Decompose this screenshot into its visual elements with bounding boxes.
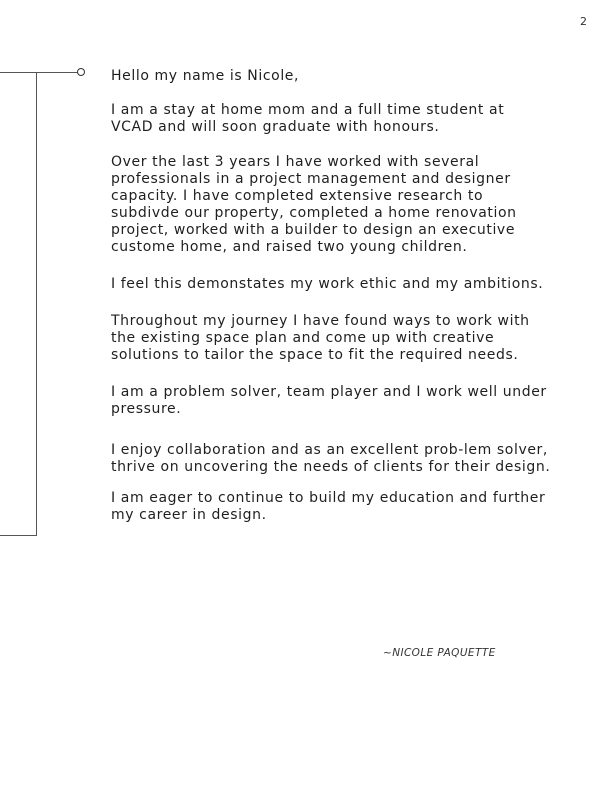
bracket-connector-line bbox=[37, 72, 78, 73]
letter-paragraph-4: Throughout my journey I have found ways to work with the existing space plan and come up with creative solutions to tailor the space to fit the required needs. bbox=[111, 313, 530, 363]
bracket-dot bbox=[77, 68, 85, 76]
letter-paragraph-2: Over the last 3 years I have worked with several professionals in a project management and designer capacity. I have completed extensive research to subdivde our property, completed a home renovation project, worked with a builder to design an executive custome home, and raised two young children. bbox=[111, 154, 517, 255]
letter-paragraph-7: I am eager to continue to build my education and further my career in design. bbox=[111, 490, 546, 523]
letter-paragraph-3: I feel this demonstates my work ethic and my ambitions. bbox=[111, 276, 544, 292]
letter-paragraph-6: I enjoy collaboration and as an excellent prob-lem solver, thrive on uncovering the needs of clients for their design. bbox=[111, 442, 551, 475]
signature: ~NICOLE PAQUETTE bbox=[383, 647, 496, 659]
letter-paragraph-1: I am a stay at home mom and a full time student at VCAD and will soon graduate with honours. bbox=[111, 102, 505, 135]
letter-paragraph-5: I am a problem solver, team player and I work well under pressure. bbox=[111, 384, 547, 417]
page-number: 2 bbox=[580, 15, 587, 28]
letter-greeting: Hello my name is Nicole, bbox=[111, 68, 300, 84]
bracket-rule bbox=[0, 72, 37, 536]
letter-body bbox=[111, 68, 551, 524]
